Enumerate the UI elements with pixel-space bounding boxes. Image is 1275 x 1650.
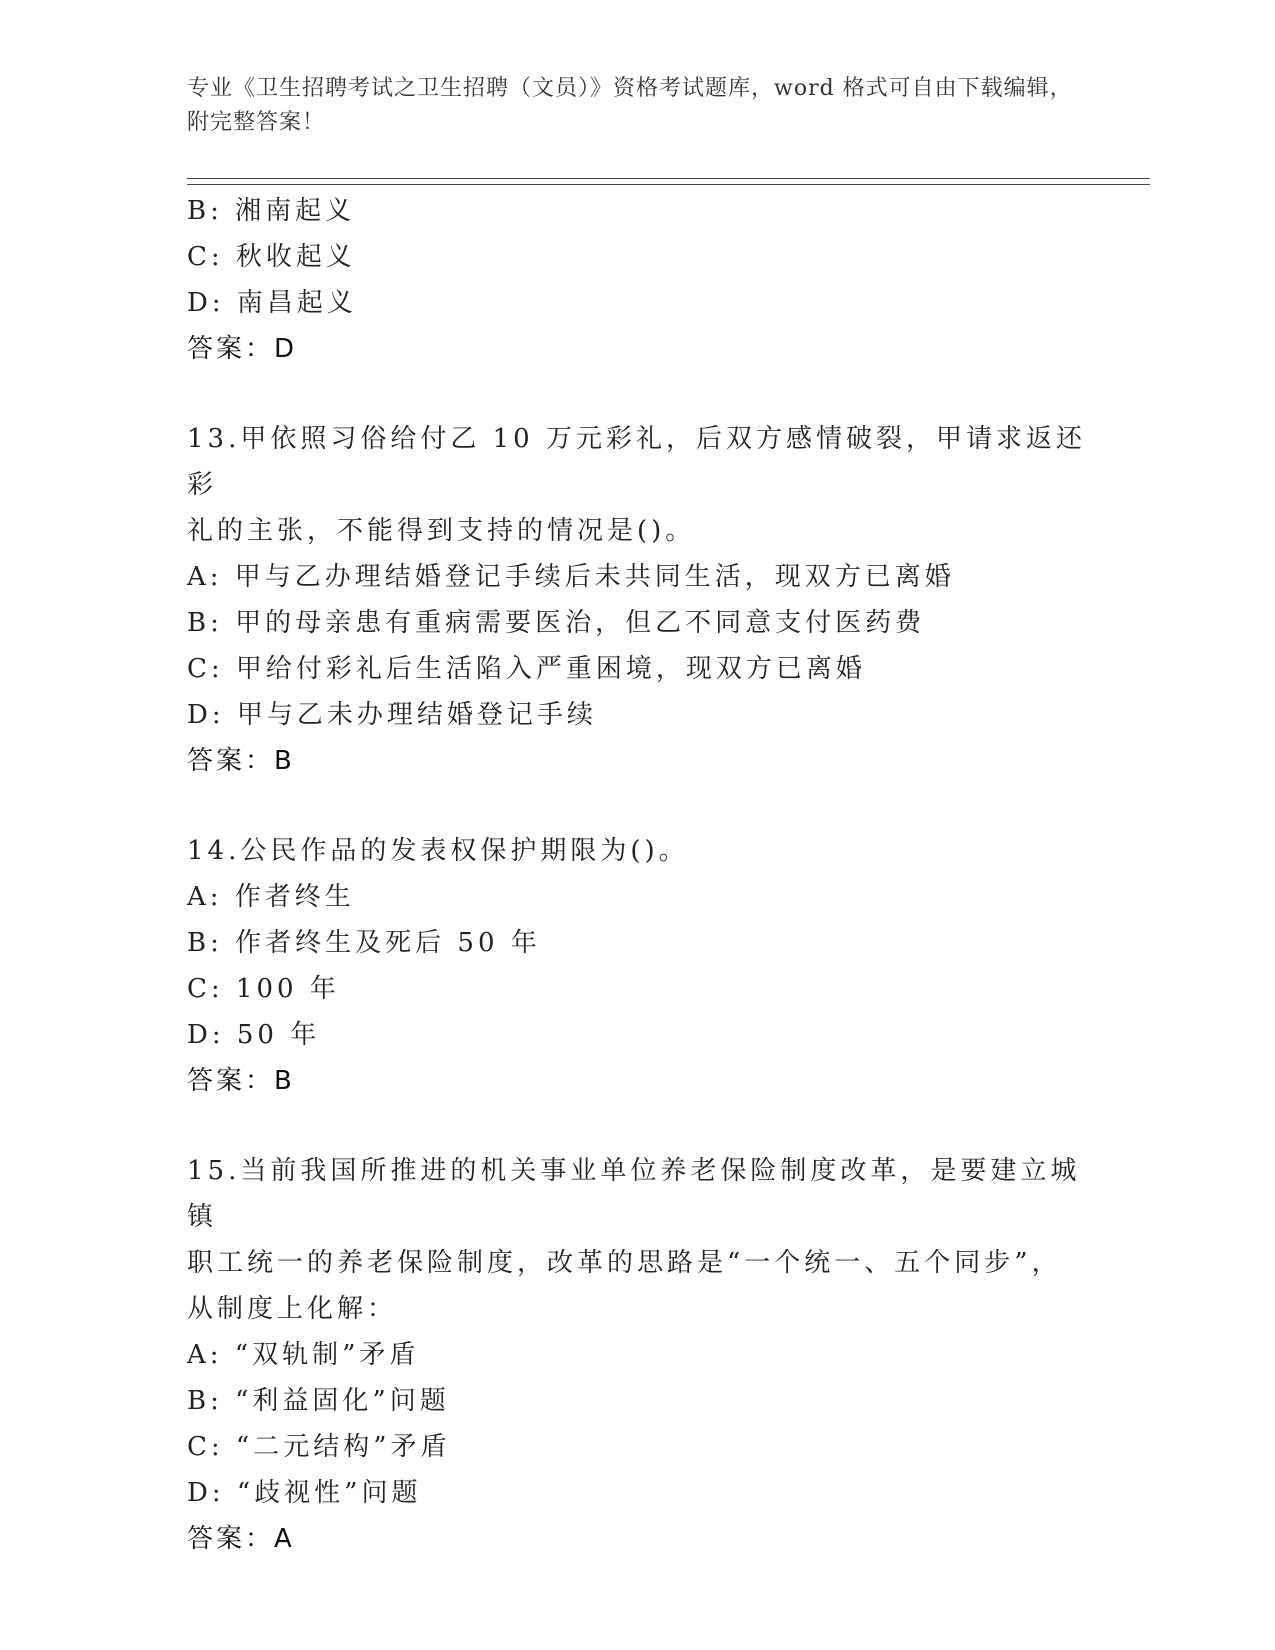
option-c: C: 100 年: [187, 974, 340, 1004]
question-text: 礼的主张，不能得到支持的情况是()。: [187, 516, 696, 546]
option-d: D: 50 年: [187, 1020, 321, 1050]
option-d: D: 甲与乙未办理结婚登记手续: [187, 700, 597, 730]
answer: 答案：A: [187, 1524, 295, 1554]
option-b: B: 作者终生及死后 50 年: [187, 928, 541, 958]
question-14: [187, 828, 1087, 1104]
option-c: C: 甲给付彩礼后生活陷入严重困境，现双方已离婚: [187, 654, 866, 684]
option-a: A: 甲与乙办理结婚登记手续后未共同生活，现双方已离婚: [187, 562, 955, 592]
answer: 答案：B: [187, 746, 295, 776]
question-text: 13.甲依照习俗给付乙 10 万元彩礼，后双方感情破裂，甲请求返还彩: [187, 424, 1086, 500]
spacer: [187, 372, 1087, 416]
option-d: D: “歧视性”问题: [187, 1478, 422, 1508]
header-divider: [187, 178, 1150, 185]
option-c: C: 秋收起义: [187, 242, 356, 272]
question-text: 职工统一的养老保险制度，改革的思路是“一个统一、五个同步”，: [187, 1248, 1062, 1278]
question-13: [187, 416, 1087, 784]
option-d: D: 南昌起义: [187, 288, 357, 318]
option-b: B: “利益固化”问题: [187, 1386, 450, 1416]
question-12-tail: [187, 188, 1087, 372]
option-b: B: 湘南起义: [187, 196, 356, 226]
spacer: [187, 784, 1087, 828]
question-text: 从制度上化解：: [187, 1294, 398, 1324]
document-header: 专业《卫生招聘考试之卫生招聘（文员）》资格考试题库，word 格式可自由下载编辑，附完整答案！: [187, 76, 1073, 135]
question-list: [187, 188, 1087, 1562]
option-b: B: 甲的母亲患有重病需要医治，但乙不同意支付医药费: [187, 608, 926, 638]
question-15: [187, 1148, 1087, 1562]
question-text: 15.当前我国所推进的机关事业单位养老保险制度改革，是要建立城镇: [187, 1156, 1081, 1232]
option-c: C: “二元结构”矛盾: [187, 1432, 451, 1462]
answer: 答案：B: [187, 1066, 295, 1096]
answer: 答案：D: [187, 334, 298, 364]
question-text: 14.公民作品的发表权保护期限为()。: [187, 836, 689, 866]
spacer: [187, 1104, 1087, 1148]
option-a: A: 作者终生: [187, 882, 355, 912]
option-a: A: “双轨制”矛盾: [187, 1340, 420, 1370]
